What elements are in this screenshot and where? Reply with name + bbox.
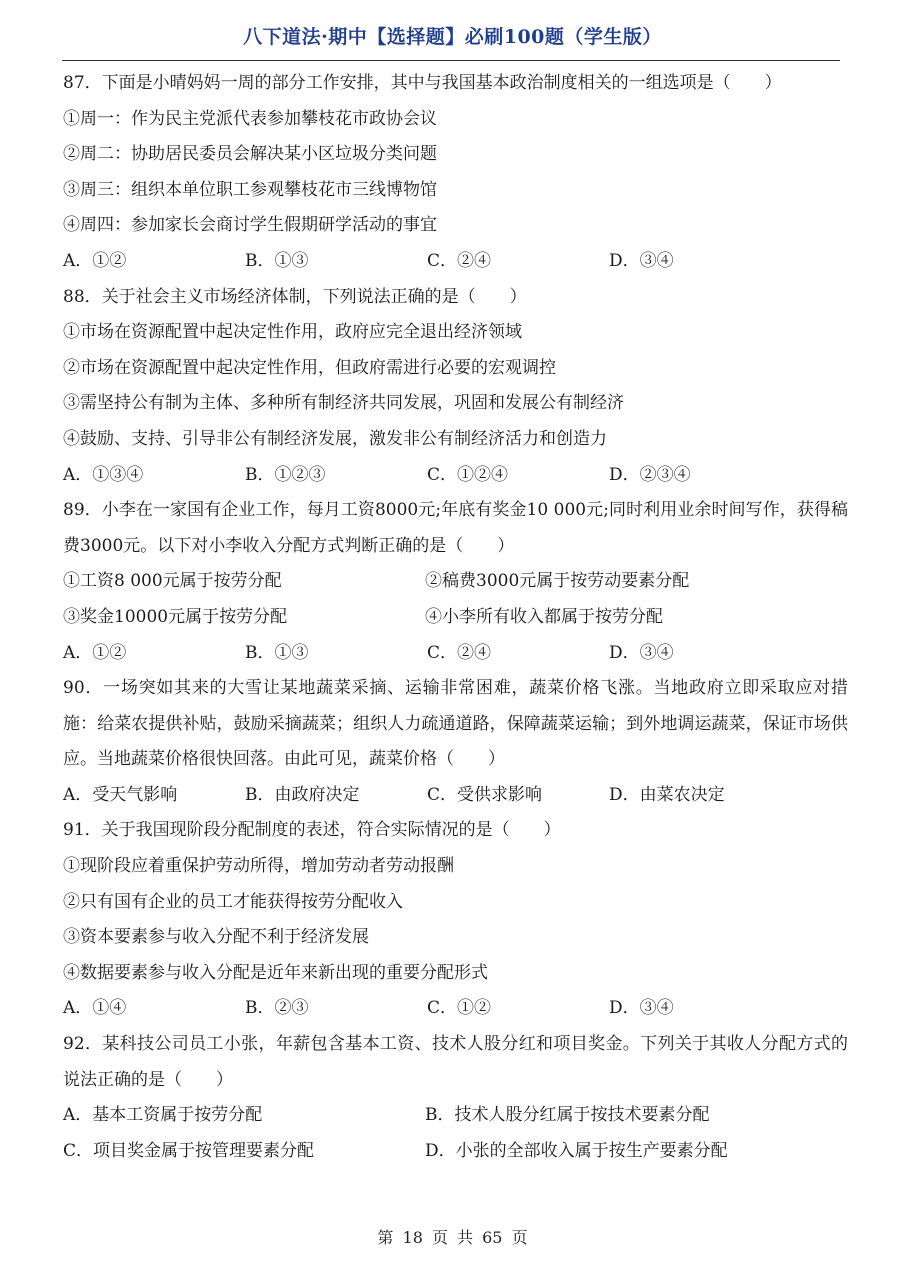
question-item: ④周四：参加家长会商讨学生假期研学活动的事宜 — [63, 215, 437, 236]
answer-options — [63, 636, 848, 672]
option-d: D．③④ — [609, 250, 674, 271]
page-header-title: 八下道法·期中【选择题】必刷100题（学生版） — [243, 26, 662, 48]
option-d: D．③④ — [609, 998, 674, 1019]
option-a: A．①③④ — [63, 464, 144, 485]
question-item: ③资本要素参与收入分配不利于经济发展 — [63, 927, 369, 948]
question-91 — [63, 813, 848, 1027]
option-c: C．②④ — [427, 642, 492, 663]
answer-options — [63, 458, 848, 494]
option-d: D．小张的全部收入属于按生产要素分配 — [425, 1140, 728, 1161]
question-item: ③需坚持公有制为主体、多种所有制经济共同发展，巩固和发展公有制经济 — [63, 393, 624, 414]
question-stem: 88．关于社会主义市场经济体制，下列说法正确的是（ ） — [63, 286, 527, 307]
question-item: ②只有国有企业的员工才能获得按劳分配收入 — [63, 891, 403, 912]
question-item: ①周一：作为民主党派代表参加攀枝花市政协会议 — [63, 108, 437, 129]
question-item: ②周二：协助居民委员会解决某小区垃圾分类问题 — [63, 144, 437, 165]
answer-options-row — [63, 1098, 848, 1134]
question-item: ③奖金10000元属于按劳分配 — [63, 606, 288, 627]
question-item: ①现阶段应着重保护劳动所得，增加劳动者劳动报酬 — [63, 856, 454, 877]
option-c: C．①② — [427, 998, 492, 1019]
option-a: A．受天气影响 — [63, 784, 178, 805]
question-item: ②稿费3000元属于按劳动要素分配 — [425, 571, 690, 592]
option-a: A．①④ — [63, 998, 127, 1019]
page-number: 第 18 页 共 65 页 — [377, 1228, 528, 1247]
question-item: ②市场在资源配置中起决定性作用，但政府需进行必要的宏观调控 — [63, 357, 556, 378]
question-items-row — [63, 564, 848, 600]
option-b: B．①③ — [245, 642, 309, 663]
answer-options — [63, 778, 848, 814]
question-88 — [63, 280, 848, 494]
question-stem: 90．一场突如其来的大雪让某地蔬菜采摘、运输非常困难，蔬菜价格飞涨。当地政府立即采取应对措施：给菜农提供补贴，鼓励采摘蔬菜；组织人力疏通道路，保障蔬菜运输；到外地调运蔬菜，保证市场供应。当地蔬菜价格很快回落。由此可见，蔬菜价格（ ） — [63, 678, 848, 770]
question-item: ③周三：组织本单位职工参观攀枝花市三线博物馆 — [63, 179, 437, 200]
answer-options-row — [63, 1134, 848, 1170]
question-92 — [63, 1027, 848, 1169]
option-a: A．①② — [63, 250, 127, 271]
question-stem: 91．关于我国现阶段分配制度的表述，符合实际情况的是（ ） — [63, 820, 561, 841]
option-b: B．由政府决定 — [245, 784, 360, 805]
question-stem: 92．某科技公司员工小张，年薪包含基本工资、技术人股分红和项目奖金。下列关于其收人分配方式的说法正确的是（ ） — [63, 1034, 848, 1090]
answer-options — [63, 244, 848, 280]
question-89 — [63, 493, 848, 671]
option-a: A．基本工资属于按劳分配 — [63, 1105, 263, 1126]
question-items-row — [63, 600, 848, 636]
question-item: ④小李所有收入都属于按劳分配 — [425, 606, 663, 627]
option-c: C．项目奖金属于按管理要素分配 — [63, 1140, 315, 1161]
question-list — [63, 66, 848, 1169]
question-stem: 87．下面是小晴妈妈一周的部分工作安排，其中与我国基本政治制度相关的一组选项是（ ） — [63, 73, 782, 93]
header-divider — [62, 60, 840, 61]
option-c: C．①②④ — [427, 464, 509, 485]
question-item: ①工资8 000元属于按劳分配 — [63, 571, 282, 592]
option-b: B．①③ — [245, 250, 309, 271]
option-d: D．由菜农决定 — [609, 784, 725, 805]
option-d: D．③④ — [609, 642, 674, 663]
option-d: D．②③④ — [609, 464, 691, 485]
question-item: ①市场在资源配置中起决定性作用，政府应完全退出经济领域 — [63, 322, 522, 343]
question-stem: 89．小李在一家国有企业工作，每月工资8000元;年底有奖金10 000元;同时利用业余时间写作，获得稿费3000元。以下对小李收入分配方式判断正确的是（ ） — [63, 500, 848, 556]
answer-options — [63, 991, 848, 1027]
option-b: B．技术人股分红属于按技术要素分配 — [425, 1105, 710, 1126]
option-c: C．受供求影响 — [427, 784, 543, 805]
option-c: C．②④ — [427, 250, 492, 271]
option-b: B．①②③ — [245, 464, 326, 485]
question-item: ④数据要素参与收入分配是近年来新出现的重要分配形式 — [63, 962, 488, 983]
option-b: B．②③ — [245, 998, 309, 1019]
option-a: A．①② — [63, 642, 127, 663]
question-87 — [63, 66, 848, 280]
question-90 — [63, 671, 848, 813]
question-item: ④鼓励、支持、引导非公有制经济发展，激发非公有制经济活力和创造力 — [63, 428, 607, 449]
